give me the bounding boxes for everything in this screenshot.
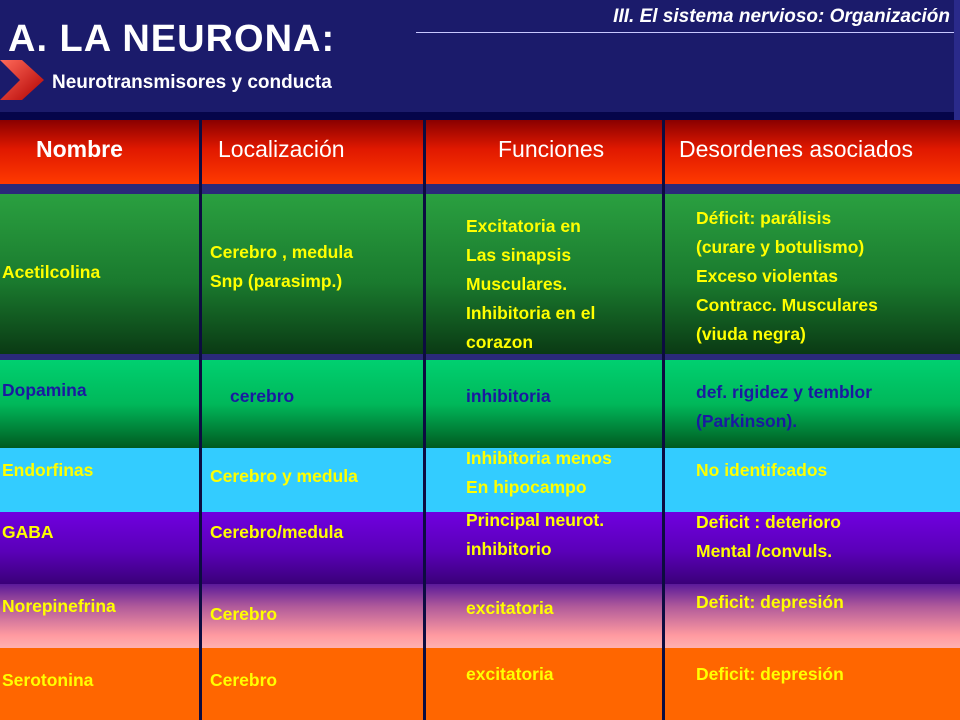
cell-name: Serotonina (2, 670, 94, 690)
cell-disorders: Deficit : deterioro Mental /convuls. (696, 512, 841, 561)
red-arrow-icon (0, 60, 44, 100)
cell-name: GABA (2, 522, 54, 542)
subtitle: Neurotransmisores y conducta (52, 72, 332, 93)
cell-disorders: def. rigidez y temblor (Parkinson). (696, 382, 872, 431)
cell-location: Cerebro (210, 670, 278, 690)
cell-name: Acetilcolina (2, 262, 101, 282)
cell-location: Cerebro , medula Snp (parasimp.) (210, 242, 353, 291)
section-rule (416, 32, 956, 33)
table-header-row (0, 120, 960, 184)
table-row-norepinefrina (0, 584, 960, 648)
cell-function: Excitatoria en Las sinapsis Musculares. Inhibitoria en el corazon (466, 216, 596, 352)
column-divider (662, 120, 665, 720)
column-header-localizacion: Localización (218, 136, 345, 162)
cell-disorders: No identifcados (696, 460, 828, 480)
cell-function: Principal neurot. inhibitorio (466, 510, 605, 559)
cell-function: inhibitoria (466, 386, 551, 406)
cell-disorders: Deficit: depresión (696, 664, 844, 684)
table-row-serotonina (0, 648, 960, 720)
cell-name: Endorfinas (2, 460, 94, 480)
cell-location: Cerebro (210, 604, 278, 624)
cell-name: Norepinefrina (2, 596, 116, 616)
cell-function: Inhibitoria menos En hipocampo (466, 448, 612, 497)
column-divider (423, 120, 426, 720)
right-shadow (954, 0, 960, 120)
title-underline (0, 112, 954, 120)
cell-name: Dopamina (2, 380, 87, 400)
column-header-nombre: Nombre (36, 136, 123, 162)
table-row-gaba (0, 512, 960, 584)
cell-disorders: Déficit: parálisis (curare y botulismo) Exceso violentas Contracc. Musculares (viuda negra) (696, 208, 878, 344)
column-header-funciones: Funciones (498, 136, 605, 162)
page-title: A. LA NEURONA: (8, 18, 336, 60)
section-label: III. El sistema nervioso: Organización (613, 6, 950, 27)
cell-function: excitatoria (466, 664, 554, 684)
table-row-acetilcolina (0, 194, 960, 354)
cell-location: Cerebro/medula (210, 522, 344, 542)
cell-location: cerebro (230, 386, 295, 406)
header-gap (0, 184, 960, 194)
column-header-desordenes: Desordenes asociados (679, 136, 913, 162)
neurotransmitter-table (0, 120, 960, 720)
table-row-endorfinas (0, 448, 960, 512)
cell-location: Cerebro y medula (210, 466, 358, 486)
table-row-dopamina (0, 360, 960, 448)
cell-disorders: Deficit: depresión (696, 592, 844, 612)
column-divider (199, 120, 202, 720)
cell-function: excitatoria (466, 598, 554, 618)
